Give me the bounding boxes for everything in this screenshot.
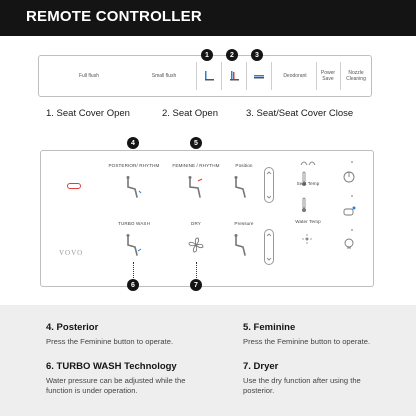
chevron-down-icon [266,194,272,200]
dryer-temp-icon[interactable] [301,233,313,245]
posterior-title: 4. Posterior [46,322,99,333]
marker-1: 1 [201,49,213,61]
position-label: Position [235,163,253,168]
indicator-dot [351,195,353,197]
top-button-strip [38,55,372,97]
caption-seat-close: 3. Seat/Seat Cover Close [246,108,354,119]
brand-logo: VOVO [59,249,84,257]
water-thermometer-icon[interactable] [299,197,309,213]
dryer-title: 7. Dryer [243,361,279,372]
full-flush-label: Full flush [78,73,99,79]
night-light-icon[interactable] [341,205,357,219]
chevron-up-icon [266,232,272,238]
caption-seat-cover-open: 1. Seat Cover Open [46,108,130,119]
light-bulb-icon[interactable] [342,237,356,253]
chevron-up-icon [266,170,272,176]
position-icon [231,175,251,201]
marker-3: 3 [251,49,263,61]
marker-6: 6 [127,279,139,291]
pressure-label: Pressure [234,221,254,226]
turbo-wash-label: TURBO WASH [118,221,150,226]
posterior-label: POSTERIOR/ RHYTHM [108,163,160,168]
indicator-dot [351,229,353,231]
seat-close-icon [252,70,266,82]
posterior-desc: Press the Feminine button to operate. [46,337,174,346]
water-temp-label: Water Temp [295,219,321,224]
chevron-down-icon [266,256,272,262]
power-save-label: Power Save [320,70,336,82]
stop-button[interactable] [67,183,81,189]
leader-line [196,262,197,278]
seat-open-icon [227,70,241,82]
turbo-title: 6. TURBO WASH Technology [46,361,177,372]
feminine-button[interactable] [185,175,207,201]
header-bar [0,0,416,36]
seat-open-button[interactable] [222,56,246,96]
marker-7: 7 [190,279,202,291]
dry-button[interactable] [186,235,206,255]
deodorant-label: Deodorant [283,73,307,79]
position-slider[interactable] [264,167,274,203]
seat-temp-label: Seat Temp [296,181,320,186]
seat-cover-open-icon [202,70,216,82]
seat-close-button[interactable] [247,56,271,96]
posterior-icon [128,179,137,197]
caption-seat-open: 2. Seat Open [162,108,218,119]
info-section [0,305,416,416]
dry-label: DRY [191,221,201,226]
indicator-dot [351,161,353,163]
turbo-desc: Water pressure can be adjusted while the function is under operation. [46,376,186,395]
power-save-button[interactable] [317,56,339,96]
power-icon[interactable] [341,169,357,185]
marker-5: 5 [190,137,202,149]
deodorant-button[interactable] [274,56,316,96]
turbo-wash-button[interactable] [123,233,143,259]
feminine-desc: Press the Feminine button to operate. [243,337,371,346]
remote-panel [40,150,374,287]
seat-cover-open-button[interactable] [197,56,221,96]
dryer-desc: Use the dry function after using the posterior. [243,376,361,395]
divider [271,62,272,90]
nozzle-cleaning-label: Nozzle Cleaning [346,70,366,82]
feminine-icon [190,179,200,197]
marker-4: 4 [127,137,139,149]
pressure-icon [231,233,251,259]
page-title: REMOTE CONTROLLER [26,8,202,25]
seat-temp-icon [299,157,317,169]
feminine-title: 5. Feminine [243,322,296,333]
posterior-button[interactable] [123,175,143,201]
full-flush-button[interactable] [59,56,119,96]
small-flush-button[interactable] [134,56,194,96]
marker-2: 2 [226,49,238,61]
nozzle-cleaning-button[interactable] [341,56,371,96]
leader-line [133,262,134,278]
small-flush-label: Small flush [151,73,177,79]
pressure-slider[interactable] [264,229,274,265]
feminine-label: FEMININE / RHYTHM [172,163,220,168]
fan-icon [189,238,203,252]
